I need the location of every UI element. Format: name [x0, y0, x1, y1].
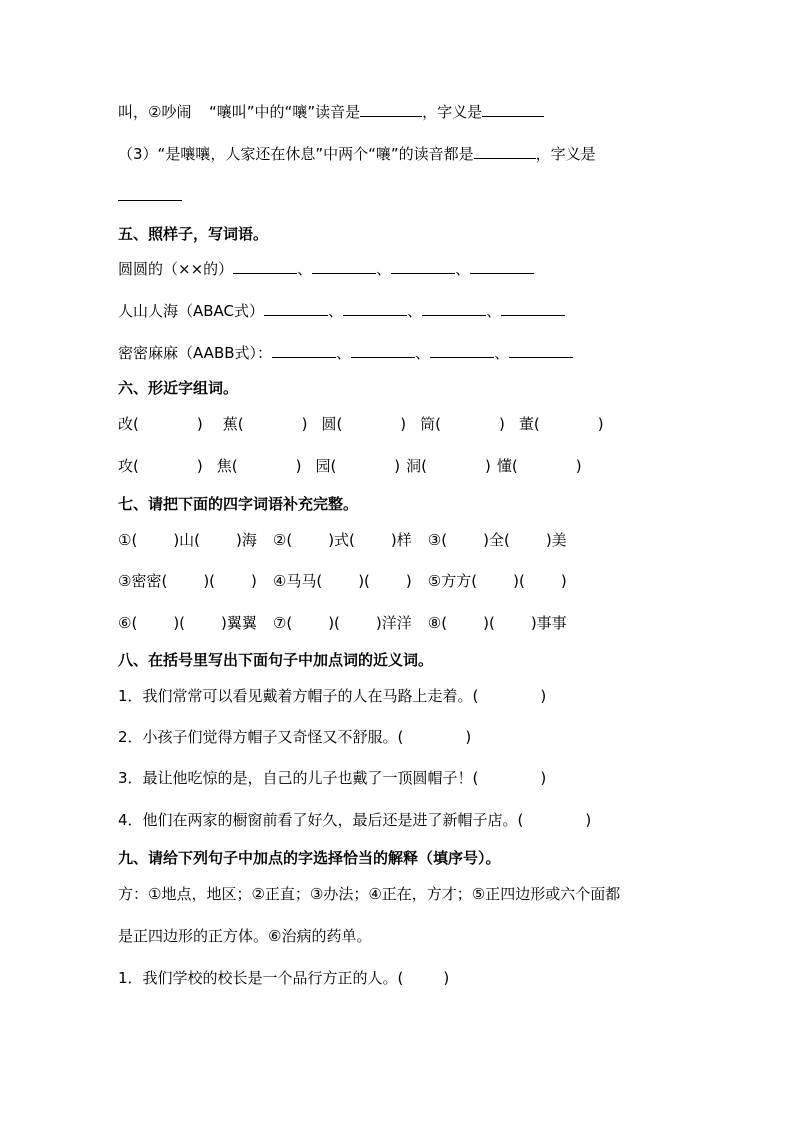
- answer-blank[interactable]: [264, 301, 328, 316]
- paren: ): [575, 457, 582, 475]
- idiom-part: )事事: [530, 614, 567, 632]
- char: 圆(: [321, 415, 343, 433]
- char: 改(: [118, 415, 139, 433]
- idiom-part: ): [560, 572, 567, 590]
- idiom-part: ①(: [118, 531, 138, 549]
- text: 叫，②吵闹: [118, 103, 192, 121]
- sep: 、: [336, 344, 352, 362]
- idiom-part: )(: [358, 572, 370, 590]
- section-9-definition-2: 是正四边形的正方体。⑥治病的药单。: [118, 927, 372, 945]
- question-text: 1．我们学校的校长是一个品行方正的人。(: [118, 969, 404, 987]
- sep: 、: [415, 344, 431, 362]
- answer-blank[interactable]: [474, 144, 536, 159]
- answer-blank[interactable]: [233, 259, 297, 274]
- paren: ): [540, 769, 547, 787]
- section-6-row-2: [118, 456, 582, 476]
- idiom-part: ②(: [272, 531, 293, 549]
- paren: ): [485, 457, 491, 475]
- sep: 、: [297, 260, 313, 278]
- sep: 、: [407, 302, 423, 320]
- answer-blank[interactable]: [430, 343, 494, 358]
- idiom-part: )式(: [328, 531, 355, 549]
- section-7-row-1: [118, 530, 567, 550]
- section-5-row-3: [118, 343, 573, 363]
- idiom-part: ⑥(: [118, 614, 138, 632]
- text: ，字义是: [422, 103, 483, 121]
- answer-blank[interactable]: [118, 186, 182, 201]
- question-text: 2．小孩子们觉得方帽子又奇怪又不舒服。(: [118, 728, 404, 746]
- idiom-part: )洋洋: [375, 614, 412, 632]
- sep: 、: [494, 344, 510, 362]
- paren: ): [196, 457, 203, 475]
- idiom-part: )海: [236, 531, 257, 549]
- question-line-2: [118, 144, 596, 164]
- paren: ): [295, 457, 302, 475]
- section-8-title: 八、在括号里写出下面句子中加点词的近义词。: [118, 651, 434, 669]
- question-text: 4．他们在两家的橱窗前看了好久，最后还是进了新帽子店。(: [118, 811, 524, 829]
- paren: ): [597, 415, 604, 433]
- idiom-part: )(: [513, 572, 525, 590]
- idiom-part: )美: [545, 531, 567, 549]
- section-7-row-3: [118, 613, 567, 633]
- question-line-3: [118, 186, 182, 206]
- idiom-part: ⑧(: [427, 614, 448, 632]
- idiom-part: ③(: [427, 531, 448, 549]
- text: ，字义是: [535, 145, 596, 163]
- idiom-part: ): [405, 572, 412, 590]
- section-6-title: 六、形近字组词。: [118, 379, 239, 397]
- paren: ): [196, 415, 203, 433]
- idiom-part: )(: [173, 614, 186, 632]
- answer-blank[interactable]: [360, 102, 422, 117]
- char: 董(: [518, 415, 540, 433]
- char: 蕉(: [222, 415, 244, 433]
- section-7-row-2: [118, 571, 567, 591]
- paren: ): [540, 687, 547, 705]
- idiom-part: ⑦(: [272, 614, 293, 632]
- idiom-part: )翼翼: [221, 614, 257, 632]
- paren: ): [465, 728, 472, 746]
- answer-blank[interactable]: [422, 301, 486, 316]
- idiom-part: )样: [390, 531, 412, 549]
- char: 懂(: [496, 457, 518, 475]
- sep: 、: [486, 302, 502, 320]
- char: 攻(: [118, 457, 139, 475]
- section-9-definition-1: 方：①地点，地区；②正直；③办法；④正在，方才；⑤正四边形或六个面都: [118, 885, 621, 903]
- idiom-part: ③密密(: [118, 572, 168, 590]
- section-6-row-1: [118, 414, 604, 434]
- section-9-q1: [118, 968, 449, 988]
- section-9-title: 九、请给下列句子中加点的字选择恰当的解释（填序号）。: [118, 849, 501, 867]
- question-line-1: [118, 102, 544, 122]
- section-5-row-2: [118, 301, 565, 321]
- section-8-q4: [118, 810, 591, 830]
- char: 洞(: [406, 457, 428, 475]
- answer-blank[interactable]: [482, 102, 544, 117]
- text: （3）“是嚷嚷，人家还在休息”中两个“嚷”的读音都是: [118, 145, 474, 163]
- idiom-part: ⑤方方(: [427, 572, 478, 590]
- answer-blank[interactable]: [391, 259, 455, 274]
- answer-blank[interactable]: [470, 259, 534, 274]
- idiom-part: )(: [203, 572, 216, 590]
- char: 焦(: [216, 457, 238, 475]
- section-7-title: 七、请把下面的四字词语补充完整。: [118, 495, 359, 513]
- answer-blank[interactable]: [272, 343, 336, 358]
- answer-blank[interactable]: [343, 301, 407, 316]
- answer-blank[interactable]: [501, 301, 565, 316]
- idiom-part: )全(: [483, 531, 510, 549]
- idiom-part: )(: [328, 614, 340, 632]
- char: 园(: [315, 457, 337, 475]
- section-8-q2: [118, 727, 471, 747]
- text: 人山人海（ABAC式）: [118, 302, 265, 320]
- question-text: 1．我们常常可以看见戴着方帽子的人在马路上走着。(: [118, 687, 479, 705]
- section-5-title: 五、照样子，写词语。: [118, 225, 269, 243]
- paren: ): [443, 969, 450, 987]
- question-text: 3．最让他吃惊的是，自己的儿子也戴了一顶圆帽子！(: [118, 769, 479, 787]
- paren: ): [301, 415, 308, 433]
- answer-blank[interactable]: [351, 343, 415, 358]
- text: 圆圆的（××的）: [118, 260, 234, 278]
- sep: 、: [455, 260, 471, 278]
- answer-blank[interactable]: [509, 343, 573, 358]
- paren: ): [585, 811, 592, 829]
- section-8-q3: [118, 768, 546, 788]
- answer-blank[interactable]: [312, 259, 376, 274]
- idiom-part: )山(: [173, 531, 201, 549]
- sep: 、: [376, 260, 392, 278]
- paren: ): [400, 415, 407, 433]
- sep: 、: [328, 302, 344, 320]
- section-5-row-1: [118, 259, 534, 279]
- char: 筒(: [420, 415, 442, 433]
- idiom-part: )(: [483, 614, 495, 632]
- idiom-part: ④马马(: [272, 572, 323, 590]
- paren: ): [499, 415, 505, 433]
- text: “嚷叫”中的“嚷”读音是: [209, 103, 361, 121]
- idiom-part: ): [251, 572, 257, 590]
- section-8-q1: [118, 686, 546, 706]
- paren: ): [394, 457, 401, 475]
- text: 密密麻麻（AABB式）：: [118, 344, 273, 362]
